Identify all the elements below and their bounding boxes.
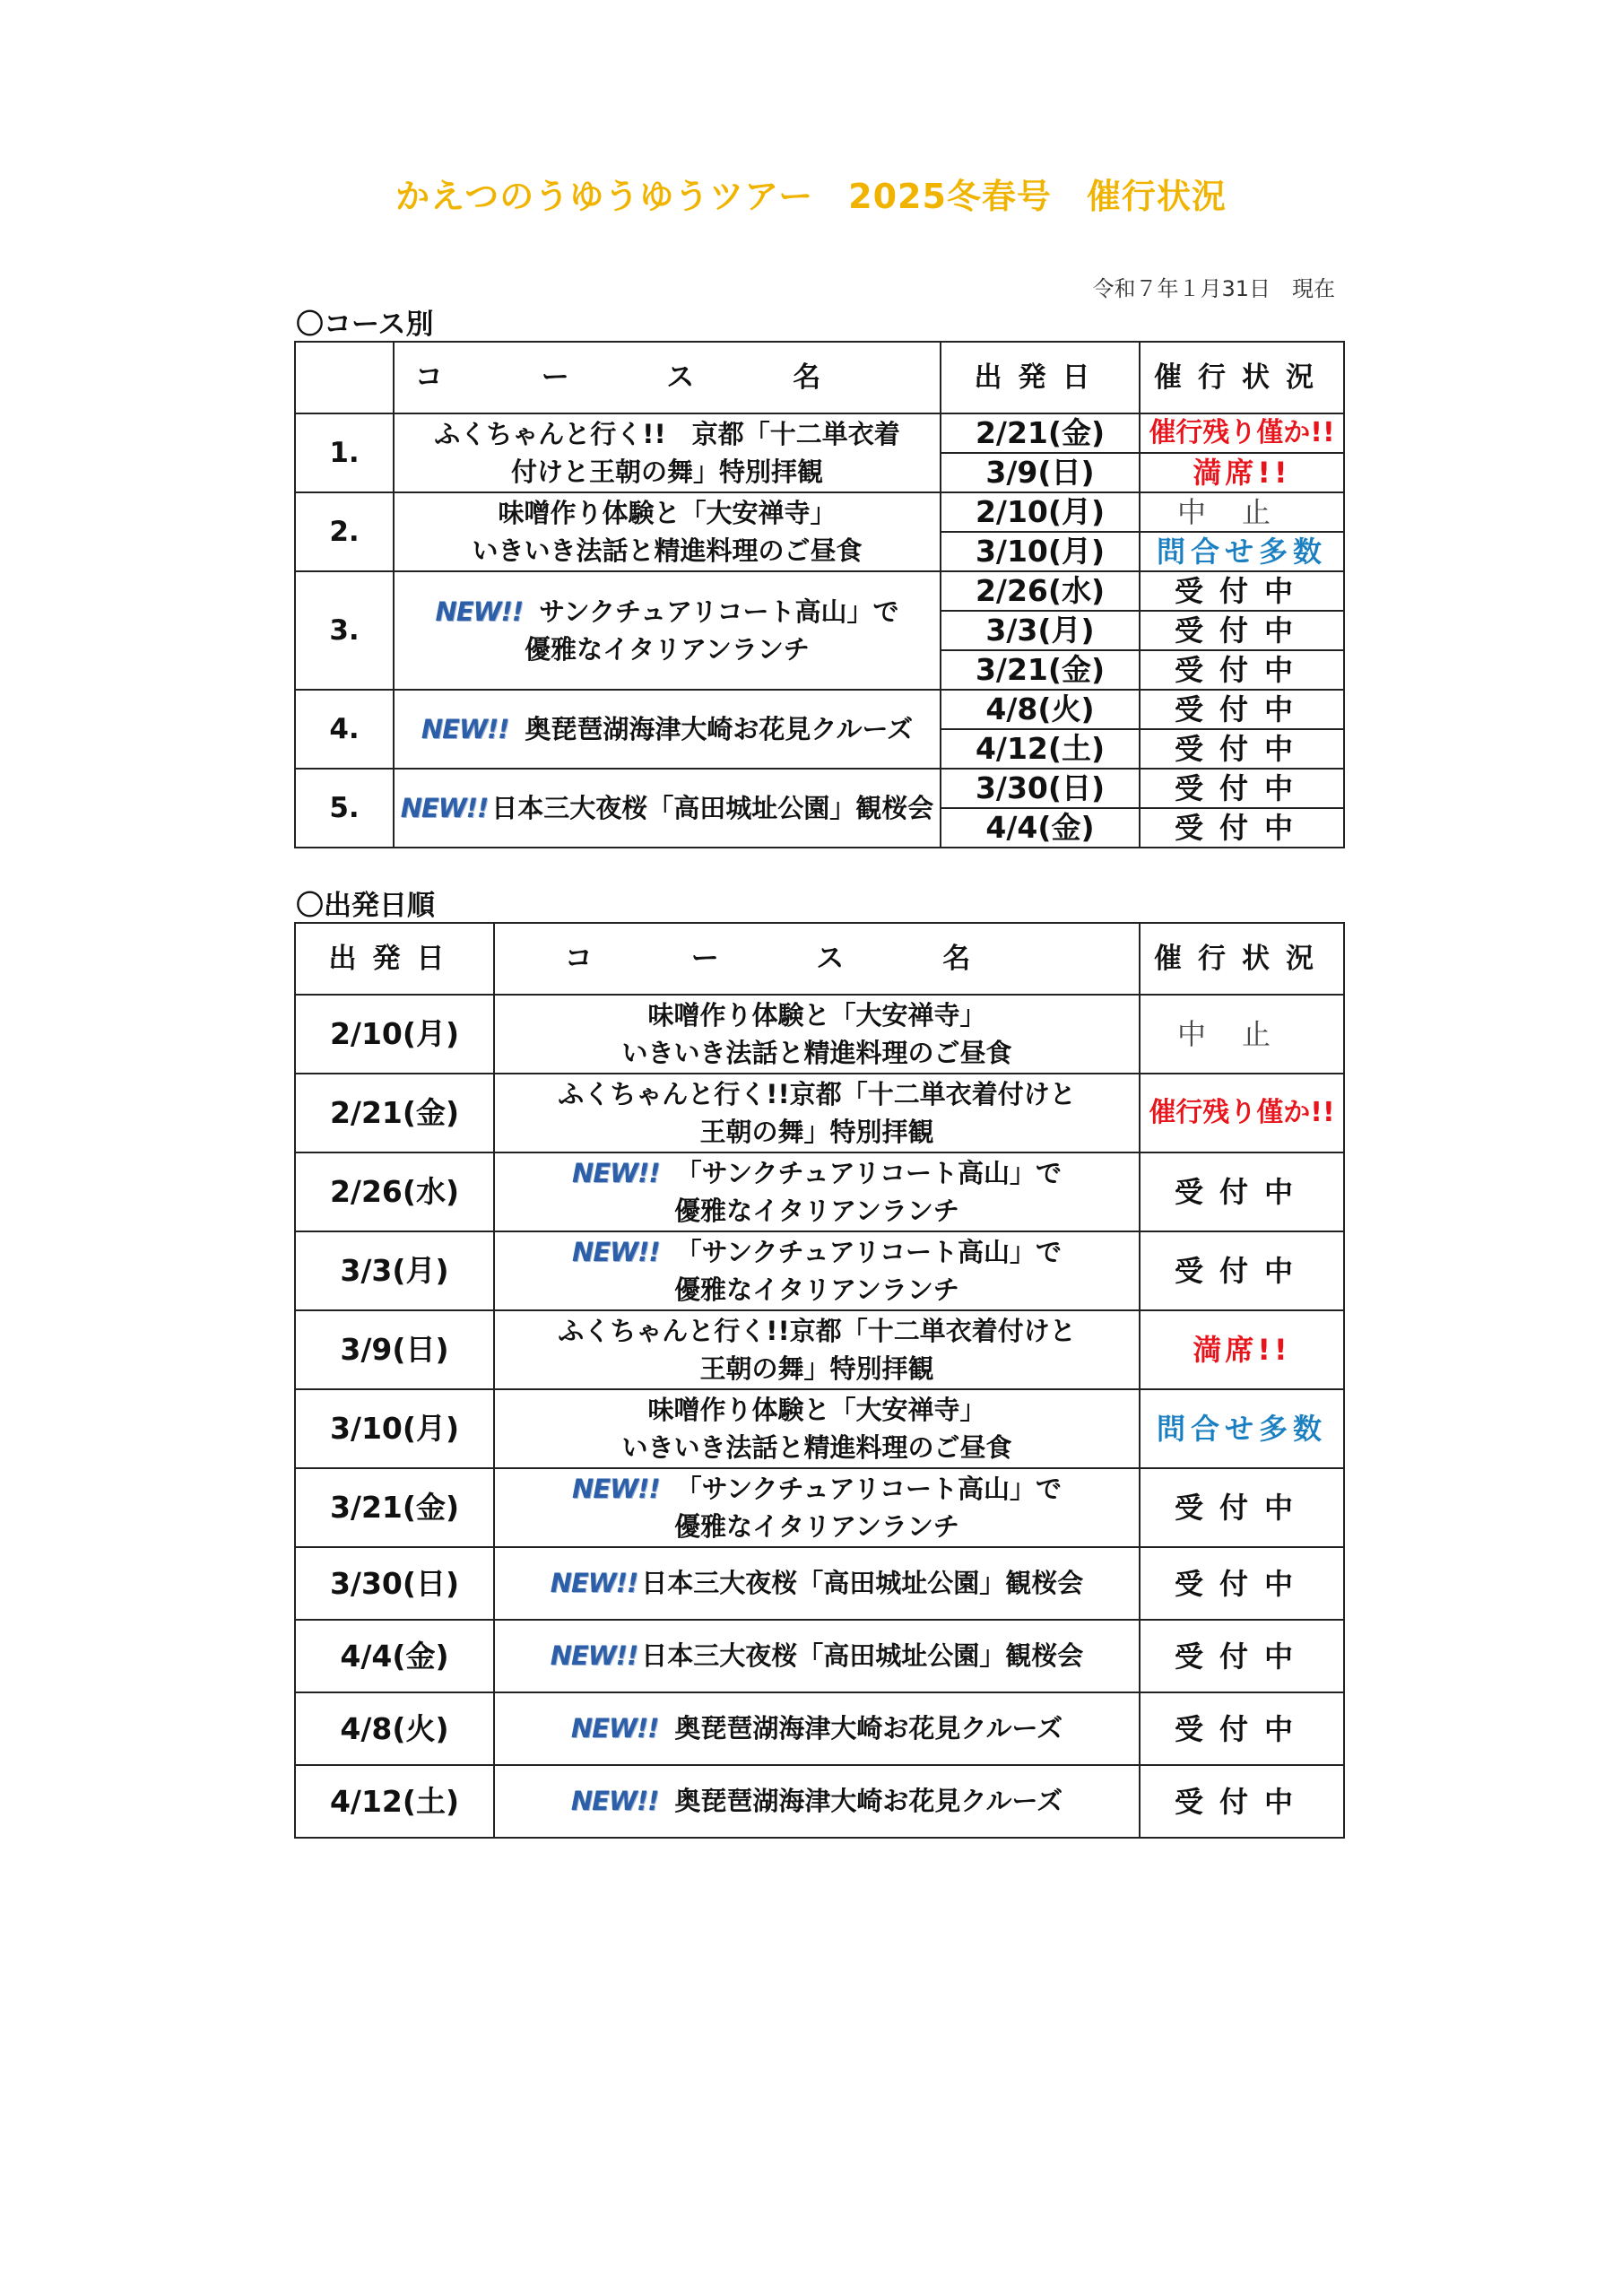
date-row: [295, 1152, 1344, 1231]
departure-date: 3/3(月): [295, 1231, 494, 1310]
course-number: 3.: [295, 571, 394, 690]
date-row: [295, 1310, 1344, 1389]
course-name: [494, 1389, 1140, 1468]
course-name-text: 奥琵琶湖海津大崎お花見クルーズ: [525, 713, 914, 744]
date-table-header: [295, 923, 1344, 995]
status-badge: 中止: [1140, 995, 1344, 1074]
course-row: [295, 571, 1344, 611]
course-name-line: [495, 1154, 1139, 1192]
course-name-line: 優雅なイタリアンランチ: [674, 1274, 959, 1305]
departure-date: 3/10(月): [295, 1389, 494, 1468]
header-status: 催行状況: [1140, 342, 1344, 413]
date-row: [295, 1389, 1344, 1468]
section-label-by-course: 〇コース別: [296, 309, 434, 341]
course-name: [494, 1310, 1140, 1389]
new-badge: NEW!!: [435, 596, 524, 627]
departure-date: 4/12(土): [941, 729, 1140, 769]
course-name-line: 味噌作り体験と「大安禅寺」: [647, 999, 986, 1031]
departure-date: 2/10(月): [295, 995, 494, 1074]
course-name-line: 王朝の舞」特別拝観: [699, 1117, 934, 1147]
status-badge: 受付中: [1140, 808, 1344, 848]
course-name-text: 日本三大夜桜「高田城址公園」観桜会: [641, 1568, 1084, 1599]
course-row: [295, 492, 1344, 532]
course-name-line: ふくちゃんと行く!!京都「十二単衣着付けと: [558, 1315, 1076, 1346]
course-name-line: [395, 593, 940, 631]
departure-date: 4/4(金): [295, 1620, 494, 1692]
course-name-line: ふくちゃんと行く!! 京都「十二単衣着: [434, 418, 900, 449]
course-name: [494, 1074, 1140, 1152]
course-name-line: 味噌作り体験と「大安禅寺」: [647, 1394, 986, 1425]
course-row: [295, 769, 1344, 808]
course-name-line: 優雅なイタリアンランチ: [674, 1511, 959, 1542]
course-number: 4.: [295, 690, 394, 769]
new-badge: NEW!!: [550, 1568, 638, 1599]
new-badge: NEW!!: [400, 792, 489, 823]
course-name: [494, 1692, 1140, 1765]
course-name: [394, 769, 941, 848]
date-row: [295, 1468, 1344, 1547]
status-badge: 受付中: [1140, 729, 1344, 769]
course-name-line: [495, 1470, 1139, 1508]
status-badge: 催行残り僅か!!: [1140, 1074, 1344, 1152]
departure-date: 2/21(金): [941, 413, 1140, 453]
course-name-line: 付けと王朝の舞」特別拝観: [510, 457, 823, 487]
header-blank: [295, 342, 394, 413]
header-course: コース名: [494, 923, 1140, 995]
course-name-text: 「サンクチュアリコート高山」で: [675, 1157, 1062, 1188]
status-badge: 受付中: [1140, 1765, 1344, 1838]
departure-date: 2/26(水): [295, 1152, 494, 1231]
new-badge: NEW!!: [550, 1640, 638, 1672]
course-name: [494, 1547, 1140, 1620]
page-title: かえつのうゆうゆうツアー 2025冬春号 催行状況: [395, 177, 1227, 216]
status-badge: 受付中: [1140, 1231, 1344, 1310]
status-badge: 受付中: [1140, 1692, 1344, 1765]
status-badge: 満席!!: [1140, 453, 1344, 492]
course-name-line: 優雅なイタリアンランチ: [525, 634, 810, 665]
course-table: [294, 341, 1345, 848]
date-row: [295, 1765, 1344, 1838]
course-name-text: 「サンクチュアリコート高山」で: [675, 1236, 1062, 1267]
status-badge: 受付中: [1140, 650, 1344, 690]
new-badge: NEW!!: [570, 1713, 659, 1744]
course-number: 5.: [295, 769, 394, 848]
departure-date: 4/4(金): [941, 808, 1140, 848]
status-badge: 受付中: [1140, 611, 1344, 650]
date-row: [295, 1547, 1344, 1620]
departure-date: 4/8(火): [295, 1692, 494, 1765]
course-name: [494, 1620, 1140, 1692]
status-badge: 中止: [1140, 492, 1344, 532]
course-name-text: 日本三大夜桜「高田城址公園」観桜会: [491, 792, 934, 823]
header-course: コース名: [394, 342, 941, 413]
course-name-text: 「サンクチュアリコート高山」で: [675, 1473, 1062, 1504]
course-name-text: サンクチュアリコート高山」で: [539, 596, 899, 627]
course-name-line: いきいき法話と精進料理のご昼食: [621, 1038, 1012, 1068]
departure-date: 3/9(日): [295, 1310, 494, 1389]
status-badge: 受付中: [1140, 1468, 1344, 1547]
date-table: [294, 922, 1345, 1839]
course-name: [394, 690, 941, 769]
course-row: [295, 413, 1344, 453]
status-badge: 催行残り僅か!!: [1140, 413, 1344, 453]
course-name-line: [495, 1233, 1139, 1271]
date-row: [295, 1231, 1344, 1310]
course-name-line: 王朝の舞」特別拝観: [699, 1353, 934, 1384]
course-name-line: ふくちゃんと行く!!京都「十二単衣着付けと: [558, 1078, 1076, 1109]
status-badge: 受付中: [1140, 769, 1344, 808]
new-badge: NEW!!: [421, 713, 509, 744]
departure-date: 2/21(金): [295, 1074, 494, 1152]
departure-date: 2/10(月): [941, 492, 1140, 532]
date-row: [295, 995, 1344, 1074]
departure-date: 2/26(水): [941, 571, 1140, 611]
course-name-line: 優雅なイタリアンランチ: [674, 1196, 959, 1226]
course-name: [394, 571, 941, 690]
new-badge: NEW!!: [570, 1786, 659, 1817]
course-number: 1.: [295, 413, 394, 492]
header-date: 出発日: [295, 923, 494, 995]
header-date: 出発日: [941, 342, 1140, 413]
section-label-by-date: 〇出発日順: [296, 890, 435, 922]
departure-date: 3/10(月): [941, 532, 1140, 571]
course-name: [494, 1231, 1140, 1310]
course-number: 2.: [295, 492, 394, 571]
course-row: [295, 690, 1344, 729]
course-name: [394, 413, 941, 492]
status-badge: 受付中: [1140, 1547, 1344, 1620]
status-badge: 受付中: [1140, 571, 1344, 611]
status-badge: 受付中: [1140, 1620, 1344, 1692]
header-status: 催行状況: [1140, 923, 1344, 995]
as-of-date: 令和７年１月31日 現在: [1092, 276, 1335, 301]
departure-date: 3/30(日): [941, 769, 1140, 808]
course-name-line: 味噌作り体験と「大安禅寺」: [498, 497, 837, 528]
course-name: [494, 1152, 1140, 1231]
new-badge: NEW!!: [572, 1157, 660, 1188]
course-name-text: 日本三大夜桜「高田城址公園」観桜会: [641, 1640, 1084, 1672]
departure-date: 3/21(金): [295, 1468, 494, 1547]
course-name-text: 奥琵琶湖海津大崎お花見クルーズ: [674, 1713, 1063, 1744]
date-row: [295, 1074, 1344, 1152]
course-name: [394, 492, 941, 571]
new-badge: NEW!!: [572, 1236, 660, 1267]
course-table-header: [295, 342, 1344, 413]
status-badge: 受付中: [1140, 690, 1344, 729]
departure-date: 3/21(金): [941, 650, 1140, 690]
date-row: [295, 1620, 1344, 1692]
status-badge: 問合せ多数: [1140, 1389, 1344, 1468]
departure-date: 3/9(日): [941, 453, 1140, 492]
course-name: [494, 1468, 1140, 1547]
departure-date: 4/8(火): [941, 690, 1140, 729]
status-badge: 問合せ多数: [1140, 532, 1344, 571]
course-name-text: 奥琵琶湖海津大崎お花見クルーズ: [674, 1786, 1063, 1817]
status-badge: 満席!!: [1140, 1310, 1344, 1389]
departure-date: 3/30(日): [295, 1547, 494, 1620]
new-badge: NEW!!: [572, 1473, 660, 1504]
departure-date: 3/3(月): [941, 611, 1140, 650]
course-name: [494, 1765, 1140, 1838]
course-name-line: いきいき法話と精進料理のご昼食: [621, 1432, 1012, 1463]
course-name-line: いきいき法話と精進料理のご昼食: [472, 535, 863, 566]
course-name: [494, 995, 1140, 1074]
departure-date: 4/12(土): [295, 1765, 494, 1838]
status-badge: 受付中: [1140, 1152, 1344, 1231]
date-row: [295, 1692, 1344, 1765]
